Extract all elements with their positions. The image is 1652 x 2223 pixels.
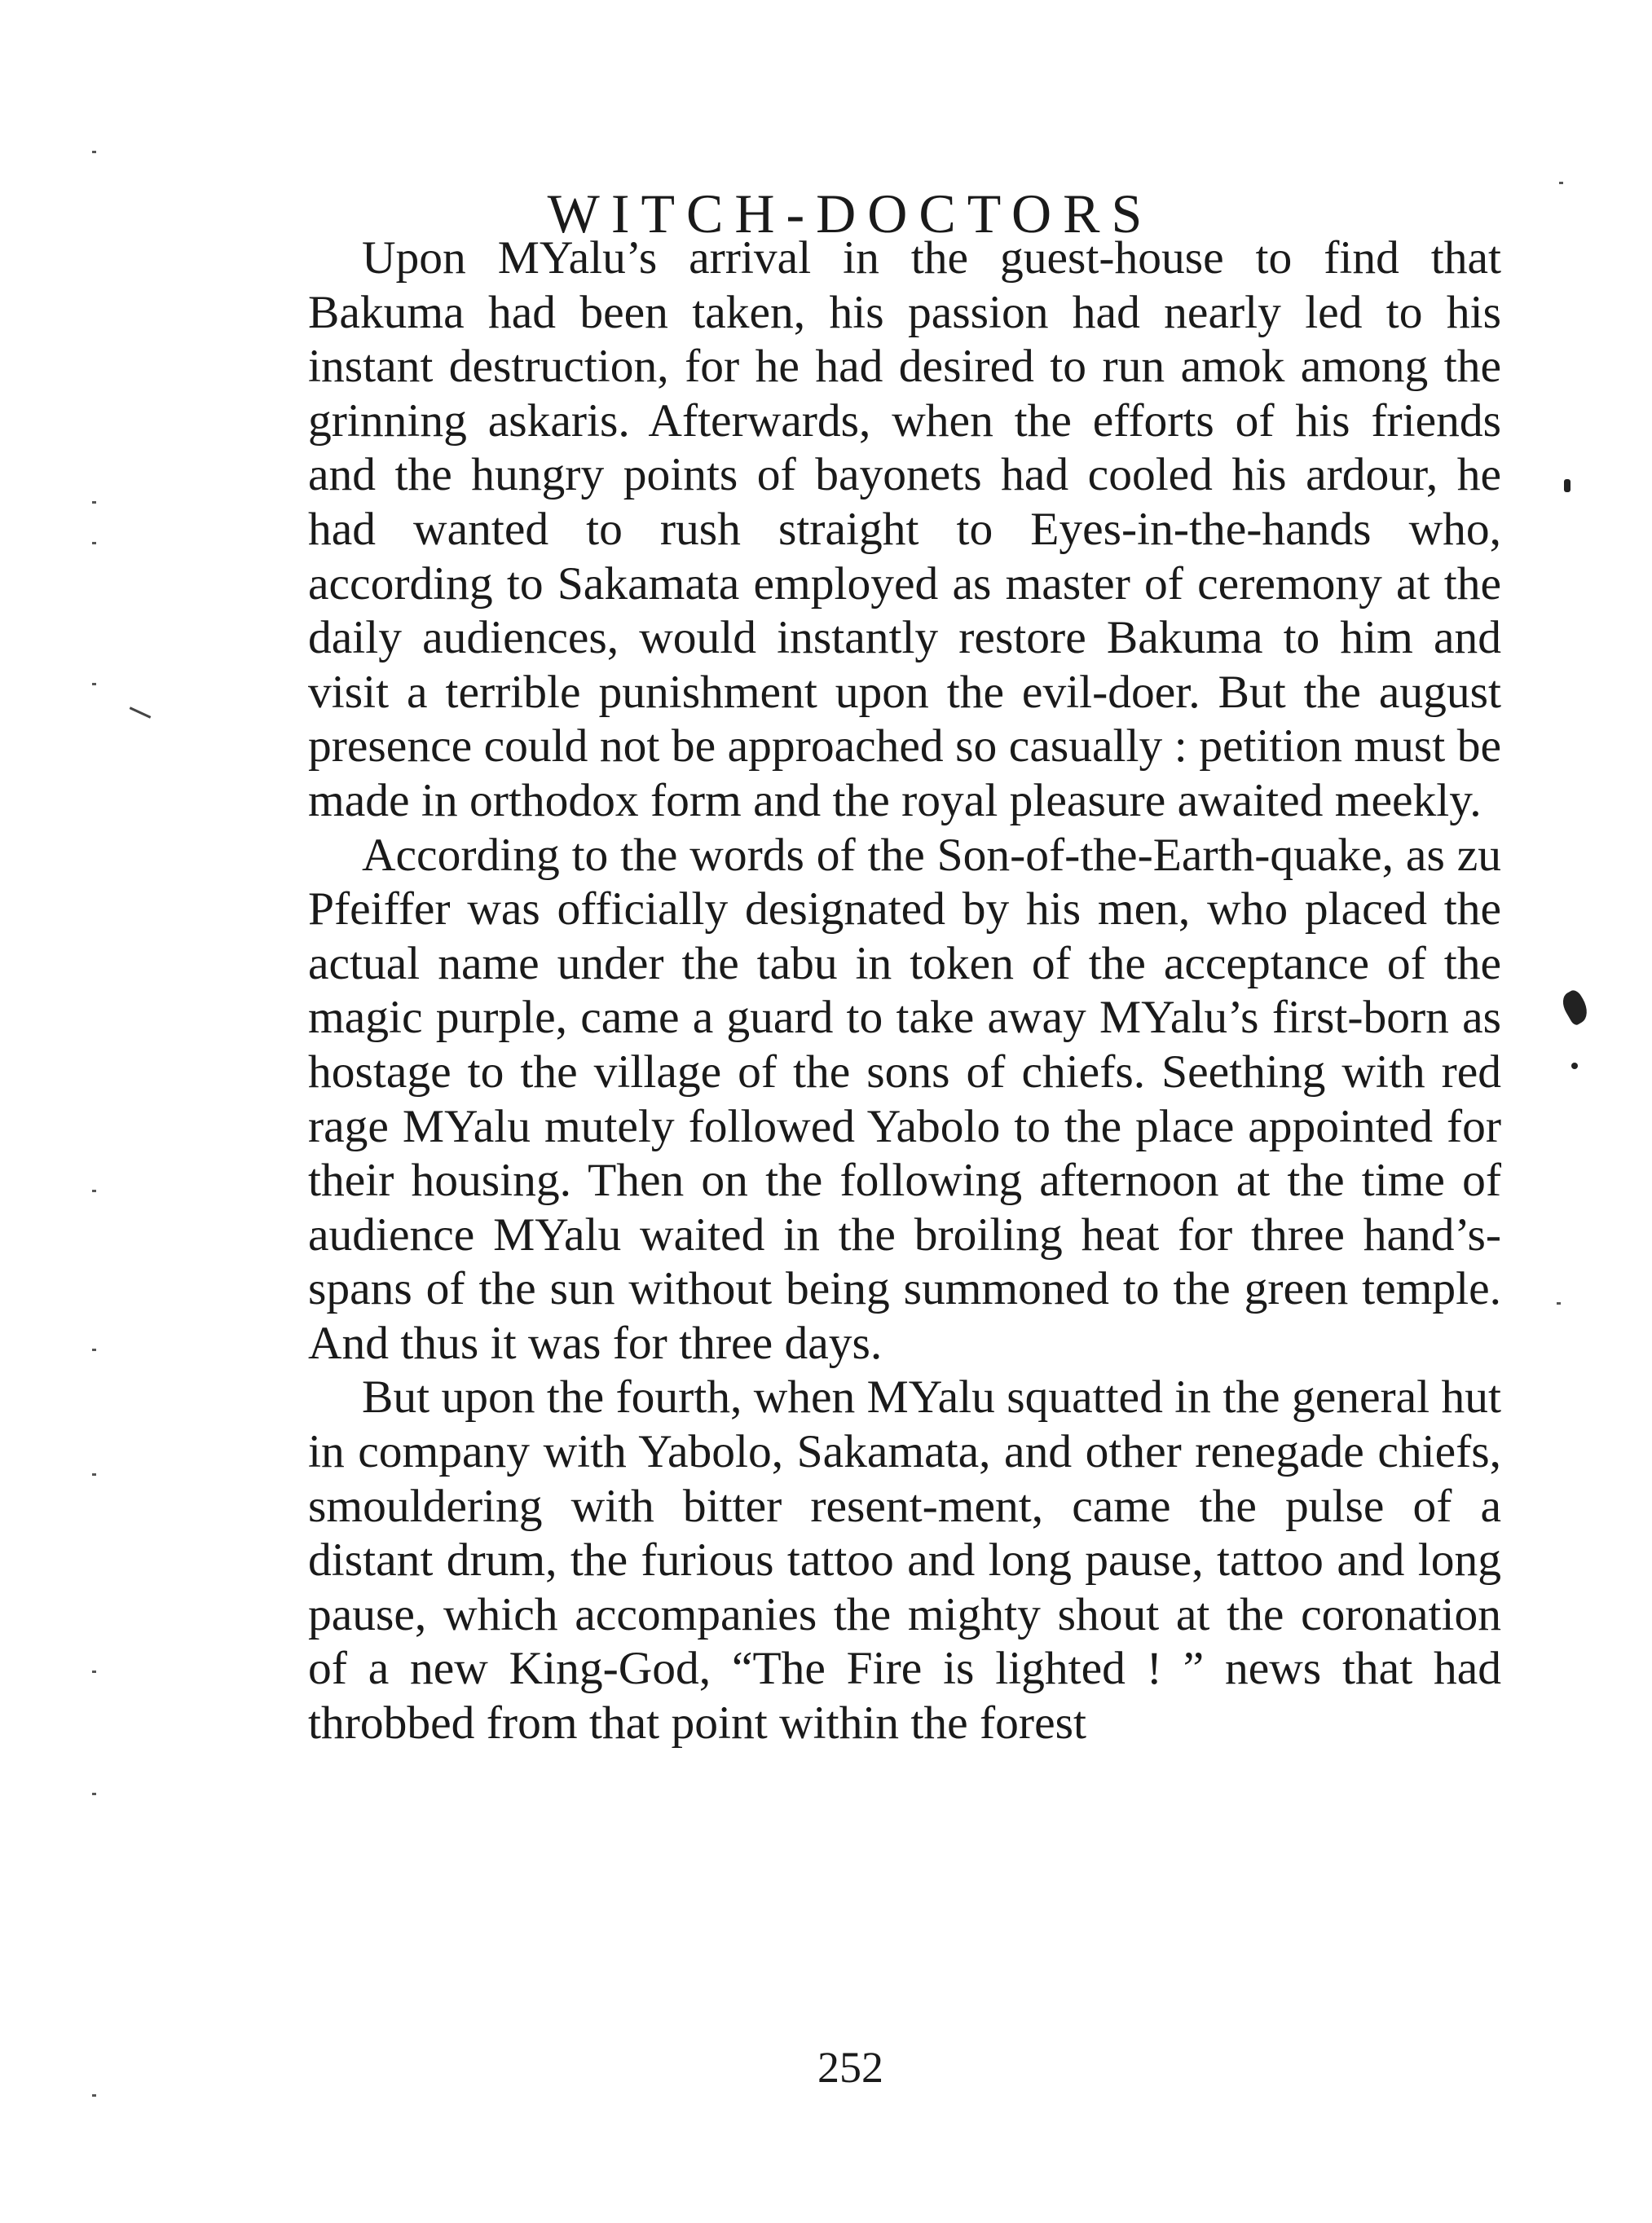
margin-tick-mark xyxy=(1559,182,1563,184)
margin-tick-mark xyxy=(92,1473,96,1476)
margin-tick-mark xyxy=(92,1671,96,1673)
paragraph-3: But upon the fourth, when MYalu squatted in the general hut in company with Yabolo, Sakamata, and other renegade chiefs, smouldering with bitter resent-ment, came the pulse of a distant drum, the furious tattoo and long pause, tattoo and long pause, which accompanies the mighty shout at the coronation of a new King-God, “The Fire is lighted ! ” news that had throbbed from that point within the forest xyxy=(308,1371,1501,1750)
margin-dash-mark xyxy=(130,707,152,719)
margin-tick-mark xyxy=(92,1349,96,1351)
page-number: 252 xyxy=(817,2043,883,2092)
margin-tick-mark xyxy=(1557,1302,1561,1305)
margin-tick-mark xyxy=(92,683,96,685)
margin-tick-mark xyxy=(92,542,96,544)
margin-tick-mark xyxy=(92,501,96,504)
margin-tick-mark xyxy=(92,151,96,153)
margin-tick-mark xyxy=(92,1793,96,1795)
body-text xyxy=(308,231,1501,1751)
paragraph-1: Upon MYalu’s arrival in the guest-house to find that Bakuma had been taken, his passion had nearly led to his instant destruction, for he had desired to run amok among the grinning askaris. Afterwards, when the efforts of his friends and the hungry points of bayonets had cooled his ardour, he had wanted to rush straight to Eyes-in-the-hands who, according to Sakamata employed as master of ceremony at the daily audiences, would instantly restore Bakuma to him and visit a terrible punishment upon the evil-doer. But the august presence could not be approached so casually : petition must be made in orthodox form and the royal pleasure awaited meekly. xyxy=(308,232,1501,826)
margin-ink-mark xyxy=(1558,988,1593,1027)
margin-tick-mark xyxy=(92,1190,96,1192)
margin-ink-mark xyxy=(1564,479,1571,492)
paragraph-2: According to the words of the Son-of-the-Earth-quake, as zu Pfeiffer was officially designated by his men, who placed the actual name under the tabu in token of the acceptance of the magic purple, came a guard to take away MYalu’s first-born as hostage to the village of the sons of chiefs. Seething with red rage MYalu mutely followed Yabolo to the place appointed for their housing. Then on the following afternoon at the time of audience MYalu waited in the broiling heat for three hand’s-spans of the sun without being summoned to the green temple. And thus it was for three days. xyxy=(308,829,1501,1369)
margin-tick-mark xyxy=(92,2094,96,2097)
running-head: WITCH-DOCTORS xyxy=(547,183,1154,244)
margin-ink-mark xyxy=(1571,1063,1578,1069)
